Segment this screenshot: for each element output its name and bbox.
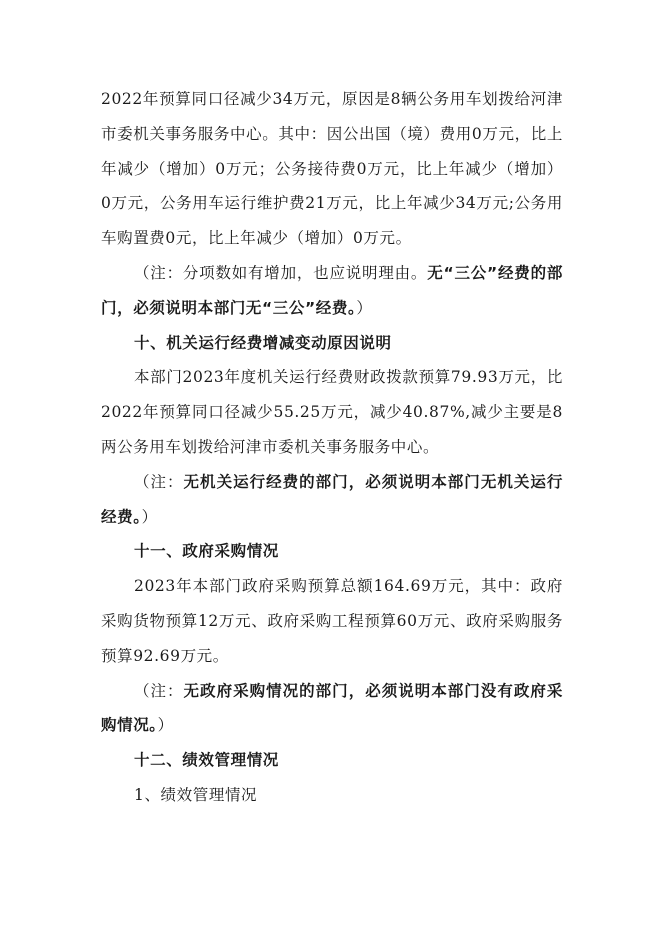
document-body xyxy=(101,82,563,813)
section-heading-10: 十、机关运行经费增减变动原因说明 xyxy=(134,333,392,352)
note-suffix: ） xyxy=(141,507,158,526)
note-suffix: ） xyxy=(157,716,174,735)
note-prefix: （注： xyxy=(134,681,184,700)
note-government-procurement xyxy=(101,674,563,744)
note-prefix: （注： xyxy=(134,472,184,491)
note-bold-text: 无机关运行经费的部门，必须说明本部门无机关运行经费。 xyxy=(101,472,563,526)
note-bold-text: 无政府采购情况的部门，必须说明本部门没有政府采购情况。 xyxy=(101,681,563,735)
paragraph-government-procurement: 2023年本部门政府采购预算总额164.69万元，其中：政府采购货物预算12万元、政府采购工程预算60万元、政府采购服务预算92.69万元。 xyxy=(101,577,563,665)
note-three-public-expenses xyxy=(101,256,563,326)
note-bold-text: 无“三公”经费的部门，必须说明本部门无“三公”经费。 xyxy=(101,263,563,317)
subsection-heading-1: 1、绩效管理情况 xyxy=(134,785,258,804)
paragraph-operating-expenses: 本部门2023年度机关运行经费财政拨款预算79.93万元，比2022年预算同口径减少55.25万元，减少40.87%,减少主要是8两公务用车划拨给河津市委机关事务服务中心。 xyxy=(101,368,563,456)
note-prefix: （注：分项数如有增加，也应说明理由。 xyxy=(134,263,428,282)
paragraph-three-public-expenses: 2022年预算同口径减少34万元，原因是8辆公务用车划拨给河津市委机关事务服务中心。其中：因公出国（境）费用0万元，比上年减少（增加）0万元；公务接待费0万元，比上年减少（增加）0万元，公务用车运行维护费21万元，比上年减少34万元;公务用车购置费0元，比上年减少（增加）0万元。 xyxy=(101,90,563,248)
section-heading-12: 十二、绩效管理情况 xyxy=(134,751,279,770)
note-operating-expenses xyxy=(101,465,563,535)
section-heading-11: 十一、政府采购情况 xyxy=(134,542,279,561)
note-suffix: ） xyxy=(356,298,373,317)
